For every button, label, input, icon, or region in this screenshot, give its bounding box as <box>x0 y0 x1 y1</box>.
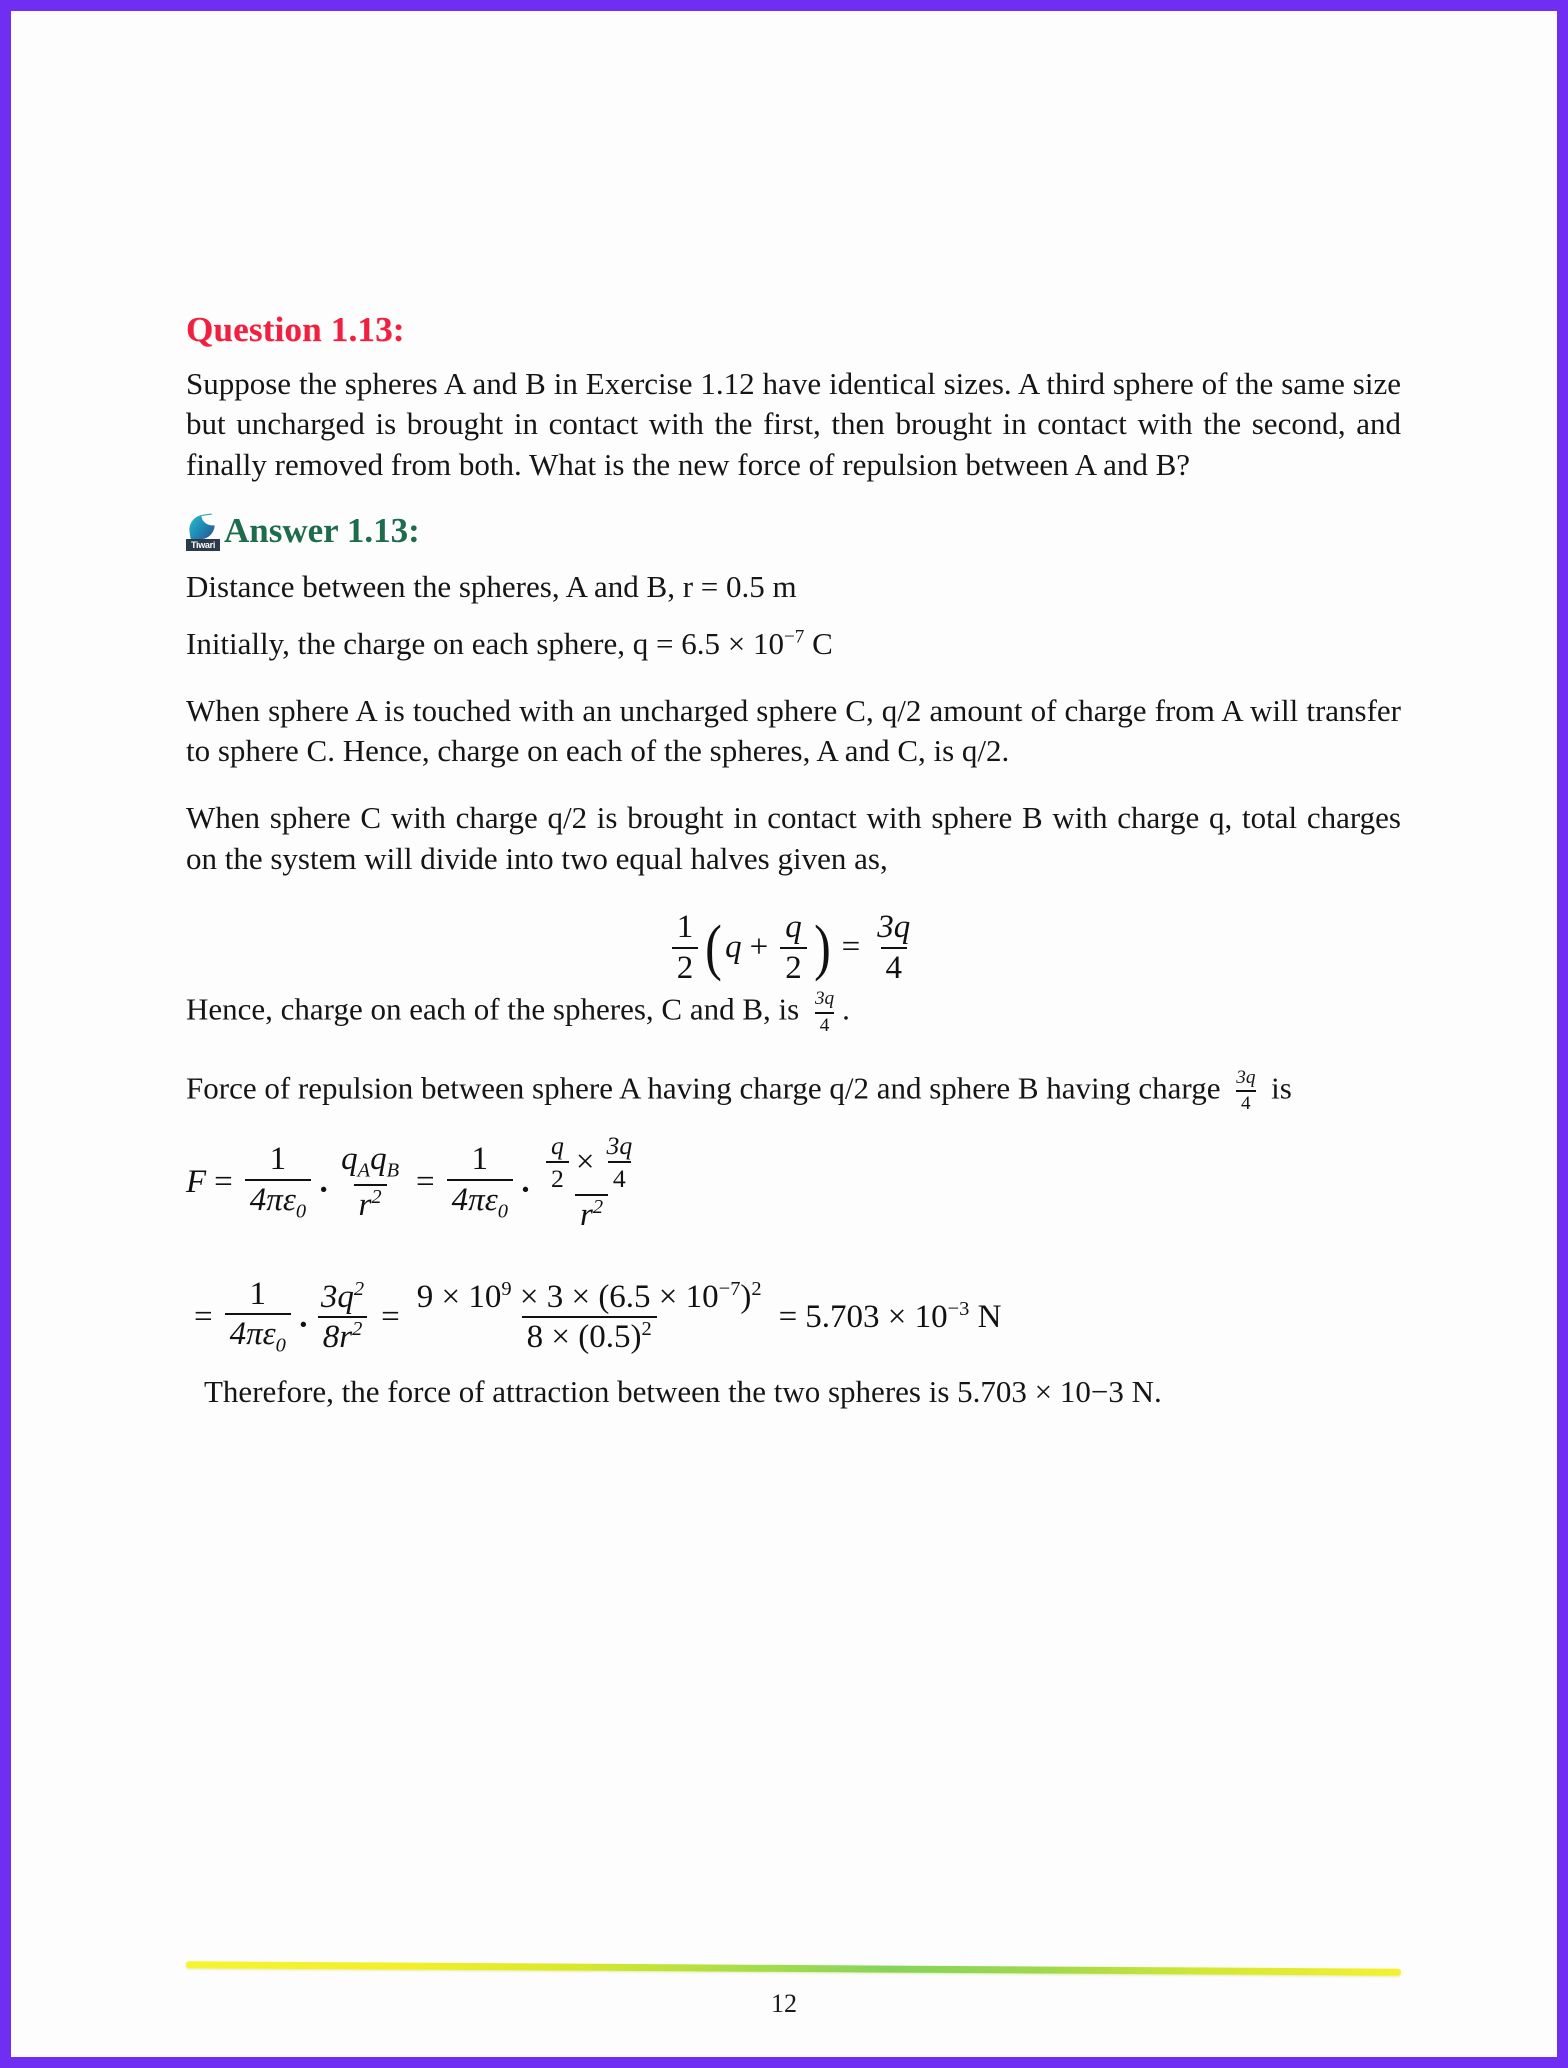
symbol-F: F <box>186 1163 207 1200</box>
answer-heading <box>186 512 1401 551</box>
denominator-text: 4πε <box>451 1181 498 1218</box>
fraction-one-half <box>672 910 699 985</box>
numerator-part-2: × 3 × (6.5 × 10 <box>511 1278 719 1315</box>
fraction-q-over-2b <box>546 1132 569 1192</box>
inline-fraction-3q-4 <box>807 989 842 1035</box>
page-number: 12 <box>771 1989 797 2018</box>
equals-operator-2: = <box>381 1298 400 1335</box>
fraction-numerator: 3q <box>1236 1066 1256 1088</box>
q-b: q <box>370 1141 387 1178</box>
q-a: q <box>341 1141 358 1178</box>
fraction-denominator <box>522 1316 657 1355</box>
fraction-denominator: 2 <box>672 947 699 986</box>
fraction-denominator: 2 <box>780 947 807 986</box>
variable-q: q <box>725 929 742 966</box>
fraction-coulomb-constant-2 <box>447 1142 513 1223</box>
force-intro-suffix: is <box>1263 1070 1292 1106</box>
fraction-numerator: q <box>550 1131 564 1161</box>
denominator-text: 4πε <box>249 1181 296 1218</box>
exponent-minus7: −7 <box>718 1277 741 1300</box>
fraction-numerator: 1 <box>269 1141 287 1178</box>
fraction-numerator <box>316 1277 369 1317</box>
equation-force <box>186 1132 1401 1233</box>
answer-force-intro <box>186 1068 1401 1114</box>
fraction-q-over-2 <box>780 910 807 985</box>
equation-halving <box>186 910 1401 985</box>
equals-operator: = <box>194 1298 213 1335</box>
r-symbol: r <box>358 1187 372 1224</box>
subscript-A: A <box>357 1159 371 1182</box>
exponent-2: 2 <box>751 1277 762 1300</box>
multiplication-dot-3: · <box>297 1306 309 1343</box>
exponent: 2 <box>353 1277 365 1300</box>
answer-conclusion: Therefore, the force of attraction between the two spheres is 5.703 × 10−3 N. <box>204 1373 1162 1409</box>
denominator-subscript: 0 <box>497 1200 508 1223</box>
fraction-denominator <box>447 1179 513 1223</box>
exponent: 2 <box>352 1318 363 1341</box>
exponent: 2 <box>371 1186 382 1209</box>
answer-touch-paragraph: When sphere A is touched with an uncharged sphere C, q/2 amount of charge from A will transfer to sphere C. Hence, charge on each of the spheres, A and C, is q/2. <box>186 692 1401 769</box>
fraction-numerator: q <box>785 909 802 946</box>
fraction-numerator: 1 <box>249 1275 266 1312</box>
fraction-numeric-substitution <box>412 1277 767 1356</box>
denominator-text: 8 × (0.5) <box>526 1319 642 1356</box>
equals-operator-2: = <box>416 1163 435 1200</box>
fraction-qaqb-over-r2 <box>336 1142 404 1223</box>
exponent-2: 2 <box>641 1318 652 1341</box>
answer-heading-label: Answer 1.13: <box>224 511 420 551</box>
hence-suffix: . <box>842 991 850 1027</box>
fraction-3q-over-4c <box>601 1132 637 1192</box>
r-symbol: r <box>580 1197 593 1234</box>
fraction-numerator: 1 <box>676 909 694 946</box>
fraction-3q-over-4-inline2 <box>1231 1068 1260 1114</box>
subscript-B: B <box>386 1159 400 1182</box>
fraction-denominator: 4 <box>608 1161 631 1192</box>
fraction-numerator <box>336 1142 404 1184</box>
exponent: 2 <box>592 1196 604 1219</box>
question-heading: Question 1.13: <box>186 310 405 349</box>
equation-final <box>186 1277 1401 1358</box>
fraction-numerator: 3q <box>877 909 911 946</box>
result-unit: N <box>969 1298 1002 1335</box>
denominator-subscript: 0 <box>295 1200 307 1223</box>
result-mantissa: 5.703 × 10 <box>805 1298 948 1335</box>
initial-charge-prefix: Initially, the charge on each sphere, q = 6.5 × 10 <box>186 625 784 661</box>
exponent-9: 9 <box>501 1277 512 1300</box>
numerator-part-3: ) <box>740 1278 752 1315</box>
fraction-denominator: 4 <box>815 1012 835 1036</box>
fraction-coulomb-constant-3 <box>225 1277 291 1358</box>
fraction-3q-over-4-inline <box>810 989 839 1035</box>
footer-divider <box>186 1961 1401 1975</box>
equals-operator: = <box>841 929 861 966</box>
numerator-product <box>543 1132 640 1192</box>
force-intro-prefix: Force of repulsion between sphere A having charge q/2 and sphere B having charge <box>186 1070 1229 1106</box>
denominator-text: 4πε <box>229 1316 276 1353</box>
answer-hence-line <box>186 989 1401 1035</box>
fraction-numerator: 1 <box>471 1141 489 1178</box>
multiplication-dot-2: · <box>519 1171 531 1208</box>
answer-distance-line: Distance between the spheres, A and B, r = 0.5 m <box>186 568 797 604</box>
numerator-text: 3q <box>320 1278 354 1315</box>
hence-prefix: Hence, charge on each of the spheres, C and B, is <box>186 991 807 1027</box>
equals-operator-3: = <box>778 1298 798 1335</box>
initial-charge-exponent: −7 <box>783 626 805 648</box>
answer-initial-charge-line <box>186 624 1401 665</box>
fraction-3q2-over-8r2 <box>316 1277 369 1356</box>
numerator-part-1: 9 × 10 <box>416 1278 502 1315</box>
result-exponent: −3 <box>947 1297 970 1320</box>
fraction-denominator <box>354 1184 387 1223</box>
answer-contact-paragraph: When sphere C with charge q/2 is brought in contact with sphere B with charge q, total charges on the system will divide into two equal halves given as, <box>186 800 1401 877</box>
fraction-numerator <box>412 1277 767 1317</box>
fraction-denominator: 2 <box>546 1161 569 1192</box>
tiwari-logo-icon <box>186 515 220 551</box>
fraction-numerator: 3q <box>606 1131 633 1161</box>
leaf-shape-icon <box>187 514 216 541</box>
open-paren: ( <box>705 911 723 982</box>
equals-operator: = <box>214 1163 233 1200</box>
fraction-numerator <box>538 1132 645 1194</box>
times-operator: × <box>575 1143 595 1180</box>
fraction-denominator <box>225 1313 291 1357</box>
fraction-coulomb-constant <box>245 1142 311 1223</box>
tiwari-wordmark: Tiwari <box>186 539 220 551</box>
fraction-denominator <box>575 1194 608 1233</box>
initial-charge-suffix: C <box>804 625 833 661</box>
fraction-denominator: 4 <box>881 947 908 986</box>
fraction-denominator: 4 <box>1236 1090 1256 1114</box>
fraction-denominator <box>318 1316 368 1355</box>
inline-fraction-3q-4b <box>1228 1068 1263 1114</box>
multiplication-dot: · <box>318 1171 330 1208</box>
plus-operator: + <box>749 929 769 966</box>
denominator-text: 8r <box>322 1319 353 1356</box>
fraction-product-over-r2 <box>538 1132 645 1233</box>
fraction-3q-over-4 <box>872 910 915 985</box>
final-result <box>805 1299 1001 1336</box>
question-text: Suppose the spheres A and B in Exercise 1.12 have identical sizes. A third sphere of the same size but uncharged is brought in contact with the first, then brought in contact with the second, and finally removed from both. What is the new force of repulsion between A and B? <box>186 365 1401 483</box>
close-paren: ) <box>813 911 831 982</box>
page-content <box>186 311 1401 1438</box>
fraction-denominator <box>245 1179 311 1223</box>
page-inner <box>11 11 1557 2057</box>
denominator-subscript: 0 <box>275 1335 286 1358</box>
fraction-numerator: 3q <box>814 988 835 1010</box>
